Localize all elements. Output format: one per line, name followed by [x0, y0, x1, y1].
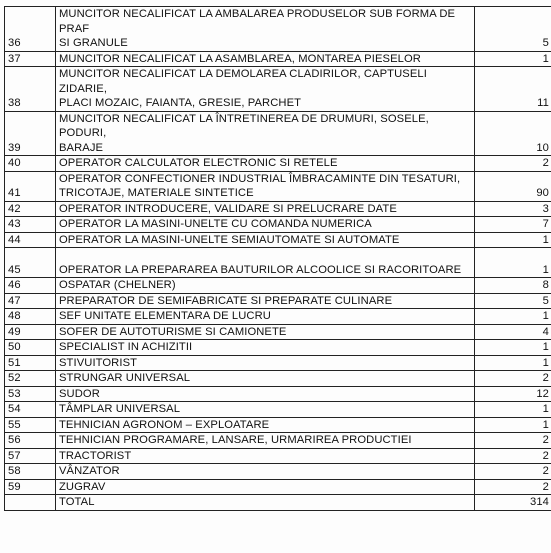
- occupation-name-line: MUNCITOR NECALIFICAT LA ÎNTRETINEREA DE DRUMURI, SOSELE, PODURI,: [59, 112, 429, 139]
- row-number: 46: [5, 278, 56, 294]
- occupation-name-line: OPERATOR CALCULATOR ELECTRONIC SI RETELE: [59, 157, 338, 169]
- row-number: 37: [5, 51, 56, 67]
- row-number: 43: [5, 217, 56, 233]
- occupation-name-line: TEHNICIAN AGRONOM – EXPLOATARE: [59, 418, 270, 431]
- vacancy-count: 2: [475, 448, 551, 464]
- occupation-name: [56, 479, 475, 495]
- vacancy-count: 1: [475, 309, 551, 325]
- occupation-name: [56, 278, 475, 294]
- row-number: 45: [5, 248, 56, 278]
- occupation-name-line: OPERATOR LA MASINI-UNELTE CU COMANDA NUMERICA: [59, 218, 372, 230]
- occupation-name-line: OSPATAR (CHELNER): [59, 279, 176, 291]
- table-row: [5, 340, 551, 356]
- occupations-table: [4, 6, 551, 511]
- vacancy-count: 2: [475, 156, 551, 172]
- occupation-name-line: TÂMPLAR UNIVERSAL: [59, 403, 181, 415]
- table-row: [5, 355, 551, 371]
- occupation-name: [56, 355, 475, 371]
- occupation-name: [56, 417, 475, 433]
- row-number: 38: [5, 67, 56, 112]
- table-row: [5, 201, 551, 217]
- occupation-name-line: MUNCITOR NECALIFICAT LA DEMOLAREA CLADIRILOR, CAPTUSELI ZIDARIE,: [59, 68, 427, 95]
- table-body: [5, 7, 551, 511]
- row-number: [5, 495, 56, 511]
- occupation-name: [56, 324, 475, 340]
- vacancy-count: 12: [475, 386, 551, 402]
- occupation-name-line: VÂNZATOR: [59, 465, 120, 477]
- vacancy-count: 2: [475, 479, 551, 495]
- table-row: [5, 51, 551, 67]
- occupation-name-line: TRICOTAJE, MATERIALE SINTETICE: [59, 187, 254, 199]
- table-row: [5, 217, 551, 233]
- vacancy-count: 90: [475, 171, 551, 201]
- table-row: [5, 495, 551, 511]
- occupation-name: [56, 217, 475, 233]
- row-number: 51: [5, 355, 56, 371]
- vacancy-count: 4: [475, 324, 551, 340]
- occupation-name: [56, 386, 475, 402]
- vacancy-count: 1: [475, 355, 551, 371]
- vacancy-count: 2: [475, 433, 551, 449]
- table-row: [5, 278, 551, 294]
- vacancy-count: 3: [475, 201, 551, 217]
- row-number: 58: [5, 464, 56, 480]
- occupation-name: [56, 340, 475, 356]
- table-row: [5, 371, 551, 387]
- table-row: [5, 417, 551, 433]
- occupation-name-line: SEF UNITATE ELEMENTARA DE LUCRU: [59, 310, 271, 322]
- occupation-name-line: PLACI MOZAIC, FAIANTA, GRESIE, PARCHET: [59, 97, 302, 109]
- vacancy-count: 10: [475, 111, 551, 156]
- table-row: [5, 232, 551, 248]
- occupation-name: [56, 371, 475, 387]
- row-number: 50: [5, 340, 56, 356]
- occupation-name-line: OPERATOR LA MASINI-UNELTE SEMIAUTOMATE SI AUTOMATE: [59, 233, 400, 246]
- vacancy-count: 1: [475, 340, 551, 356]
- vacancy-count: 5: [475, 7, 551, 52]
- occupation-name-line: BARAJE: [59, 141, 104, 154]
- occupation-name-line: OPERATOR CONFECTIONER INDUSTRIAL ÎMBRACAMINTE DIN TESATURI,: [59, 172, 461, 185]
- occupation-name-line: OPERATOR INTRODUCERE, VALIDARE SI PRELUCRARE DATE: [59, 202, 397, 215]
- occupation-name-line: TEHNICIAN PROGRAMARE, LANSARE, URMARIREA PRODUCTIEI: [59, 434, 412, 446]
- occupation-name: [56, 402, 475, 418]
- table-row: [5, 309, 551, 325]
- occupation-name: [56, 201, 475, 217]
- occupation-name-line: STRUNGAR UNIVERSAL: [59, 372, 191, 384]
- row-number: 56: [5, 433, 56, 449]
- table-row: [5, 479, 551, 495]
- vacancy-count: 1: [475, 402, 551, 418]
- table-row: [5, 171, 551, 201]
- vacancy-count: 1: [475, 417, 551, 433]
- occupation-name-line: TOTAL: [59, 496, 95, 508]
- vacancy-count: 2: [475, 371, 551, 387]
- occupation-name: [56, 293, 475, 309]
- table-row: [5, 324, 551, 340]
- occupation-name-line: TRACTORIST: [59, 449, 132, 462]
- table-row: [5, 448, 551, 464]
- occupation-name: [56, 111, 475, 156]
- occupation-name-line: PREPARATOR DE SEMIFABRICATE SI PREPARATE CULINARE: [59, 294, 393, 307]
- table-row: [5, 433, 551, 449]
- occupation-name-line: MUNCITOR NECALIFICAT LA AMBALAREA PRODUSELOR SUB FORMA DE PRAF: [59, 8, 456, 35]
- vacancy-count: 1: [475, 248, 551, 278]
- vacancy-count: 7: [475, 217, 551, 233]
- occupation-name: [56, 248, 475, 278]
- row-number: 40: [5, 156, 56, 172]
- occupation-name: [56, 156, 475, 172]
- occupation-name-line: SOFER DE AUTOTURISME SI CAMIONETE: [59, 325, 287, 338]
- occupation-name-line: STIVUITORIST: [59, 356, 138, 369]
- table-row: [5, 402, 551, 418]
- vacancy-count: 1: [475, 232, 551, 248]
- occupation-name: [56, 7, 475, 52]
- occupation-name-line: MUNCITOR NECALIFICAT LA ASAMBLAREA, MONTAREA PIESELOR: [59, 52, 421, 65]
- row-number: 57: [5, 448, 56, 464]
- row-number: 39: [5, 111, 56, 156]
- occupation-name: [56, 67, 475, 112]
- occupation-name-line: [59, 248, 471, 263]
- vacancy-count: 8: [475, 278, 551, 294]
- occupation-name-line: SI GRANULE: [59, 37, 128, 49]
- row-number: 52: [5, 371, 56, 387]
- table-row: [5, 111, 551, 156]
- vacancy-count: 2: [475, 464, 551, 480]
- occupation-name: [56, 464, 475, 480]
- occupation-name-line: OPERATOR LA PREPARAREA BAUTURILOR ALCOOLICE SI RACORITOARE: [59, 263, 462, 276]
- occupation-name: [56, 232, 475, 248]
- row-number: 48: [5, 309, 56, 325]
- row-number: 47: [5, 293, 56, 309]
- row-number: 49: [5, 324, 56, 340]
- occupation-name: [56, 51, 475, 67]
- row-number: 53: [5, 386, 56, 402]
- occupation-name-line: SUDOR: [59, 387, 100, 400]
- row-number: 54: [5, 402, 56, 418]
- table-row: [5, 293, 551, 309]
- vacancy-count: 314: [475, 495, 551, 511]
- row-number: 42: [5, 201, 56, 217]
- table-row: [5, 156, 551, 172]
- occupation-name: [56, 171, 475, 201]
- row-number: 59: [5, 479, 56, 495]
- row-number: 41: [5, 171, 56, 201]
- row-number: 44: [5, 232, 56, 248]
- occupation-name: [56, 309, 475, 325]
- row-number: 55: [5, 417, 56, 433]
- occupation-name: [56, 433, 475, 449]
- occupation-name-line: SPECIALIST IN ACHIZITII: [59, 341, 193, 353]
- vacancy-count: 5: [475, 293, 551, 309]
- table-row: [5, 386, 551, 402]
- occupation-name: [56, 448, 475, 464]
- occupation-name: [56, 495, 475, 511]
- vacancy-count: 1: [475, 51, 551, 67]
- table-row: [5, 7, 551, 52]
- table-row: [5, 464, 551, 480]
- occupation-name-line: ZUGRAV: [59, 480, 106, 493]
- vacancy-count: 11: [475, 67, 551, 112]
- table-row: [5, 248, 551, 278]
- table-row: [5, 67, 551, 112]
- row-number: 36: [5, 7, 56, 52]
